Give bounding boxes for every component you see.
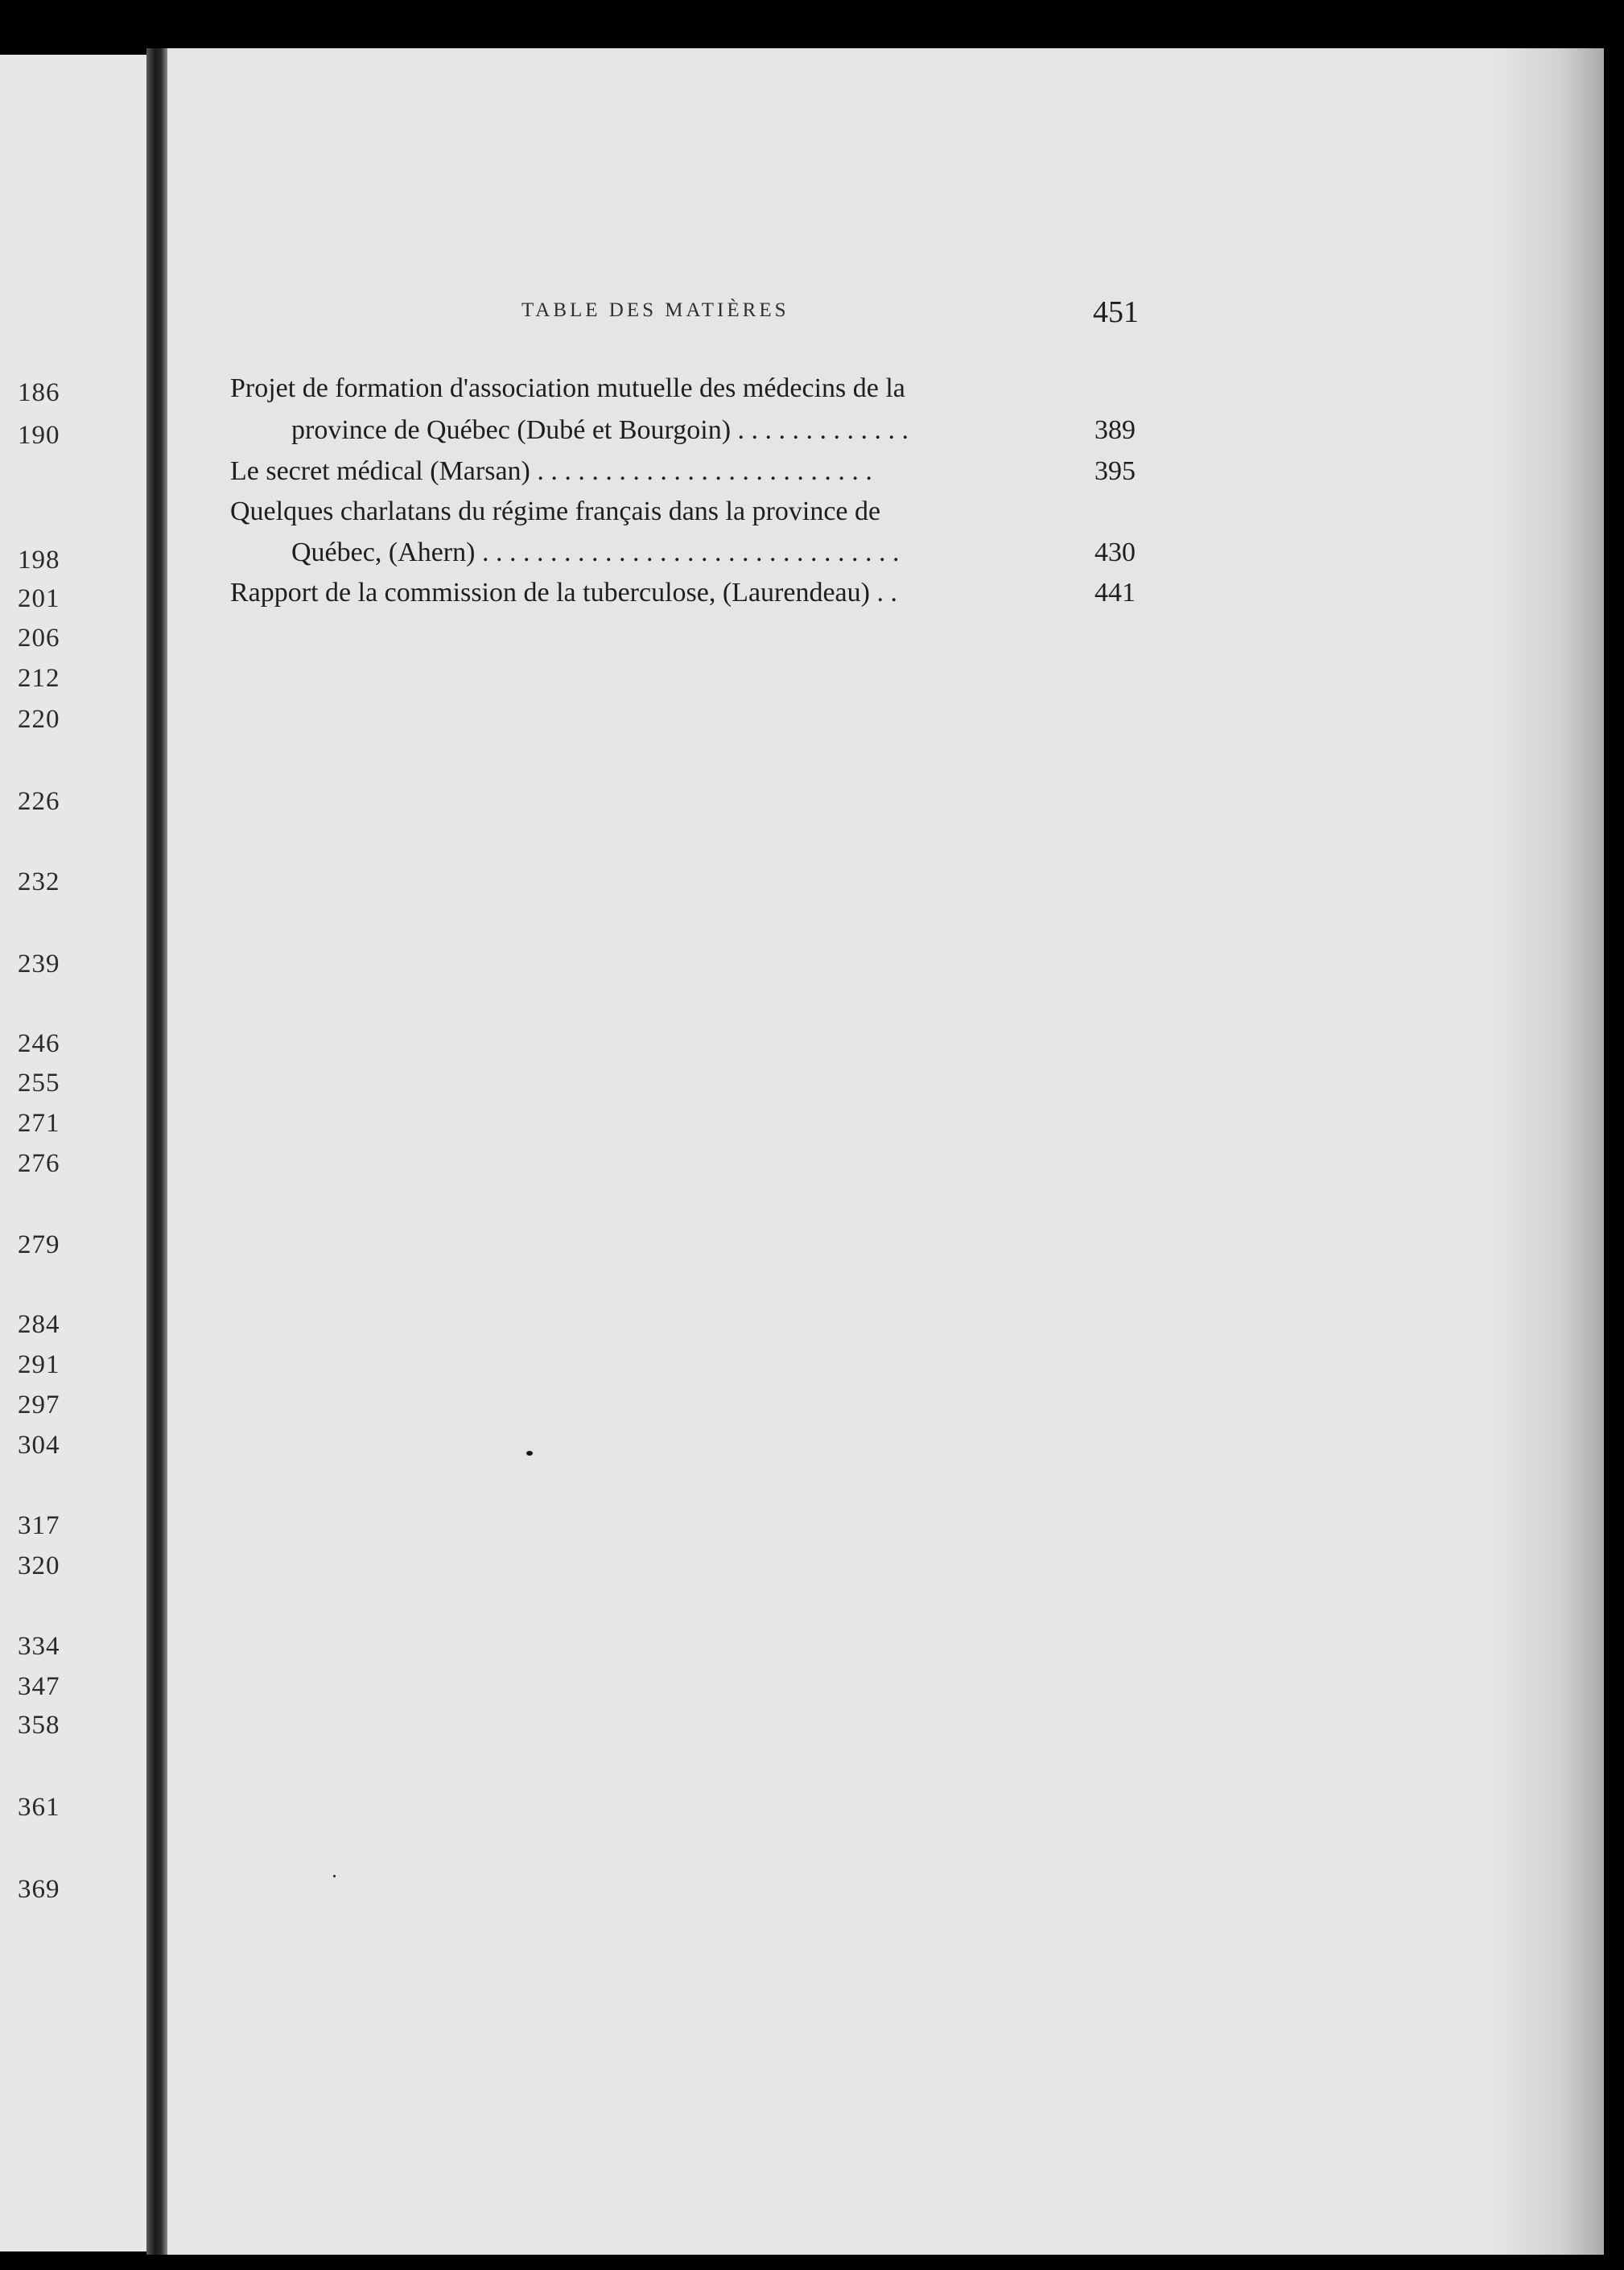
facing-page-number: 347: [18, 1672, 60, 1701]
facing-page-number: 320: [18, 1551, 60, 1580]
toc-entry-title: Quelques charlatans du régime français dans la province de: [230, 496, 881, 526]
facing-page-number: 304: [18, 1431, 60, 1460]
facing-page-number: 239: [18, 950, 60, 978]
toc-entry-title-continued: Québec, (Ahern) . . . . . . . . . . . . . . . . . . . . . . . . . . . . . . .: [291, 538, 900, 567]
page-number: 451: [1093, 295, 1139, 329]
facing-page-number: 276: [18, 1149, 60, 1178]
facing-page-number: 232: [18, 867, 60, 896]
toc-entry-page: 389: [1094, 415, 1136, 445]
facing-page-number: 369: [18, 1875, 60, 1904]
facing-page-number: 220: [18, 705, 60, 734]
facing-page-number: 271: [18, 1109, 60, 1138]
toc-entry-page: 441: [1094, 578, 1136, 608]
facing-page-number: 212: [18, 664, 60, 693]
facing-page-number: 361: [18, 1793, 60, 1822]
facing-page-number: 190: [18, 421, 60, 450]
facing-page-number: 279: [18, 1230, 60, 1259]
facing-page-number: 206: [18, 624, 60, 653]
ink-speck: [526, 1451, 533, 1456]
toc-entry-title: Le secret médical (Marsan) . . . . . . . . . . . . . . . . . . . . . . . . .: [230, 456, 872, 486]
facing-page-number: 201: [18, 584, 60, 613]
toc-entry-page: 430: [1094, 538, 1136, 567]
facing-page-number: 198: [18, 546, 60, 575]
facing-page-number: 284: [18, 1310, 60, 1339]
facing-page-numbers: [0, 0, 146, 2270]
facing-page-number: 226: [18, 787, 60, 816]
facing-page-number: 317: [18, 1511, 60, 1540]
facing-page-number: 297: [18, 1390, 60, 1419]
running-head: TABLE DES MATIÈRES: [521, 299, 789, 321]
book-gutter: [146, 48, 167, 2255]
toc-entry-title: Projet de formation d'association mutuelle des médecins de la: [230, 373, 905, 403]
toc-entry-page: 395: [1094, 456, 1136, 486]
facing-page-number: 246: [18, 1029, 60, 1058]
toc-entry-title-continued: province de Québec (Dubé et Bourgoin) . . . . . . . . . . . . .: [291, 415, 909, 445]
toc-entry-title: Rapport de la commission de la tuberculose, (Laurendeau) . .: [230, 578, 897, 608]
ink-speck: [333, 1875, 336, 1877]
facing-page-number: 186: [18, 378, 60, 407]
page-edge-shadow: [1497, 48, 1604, 2255]
facing-page-number: 291: [18, 1350, 60, 1379]
facing-page-number: 358: [18, 1711, 60, 1740]
facing-page-number: 255: [18, 1069, 60, 1098]
facing-page-number: 334: [18, 1632, 60, 1661]
